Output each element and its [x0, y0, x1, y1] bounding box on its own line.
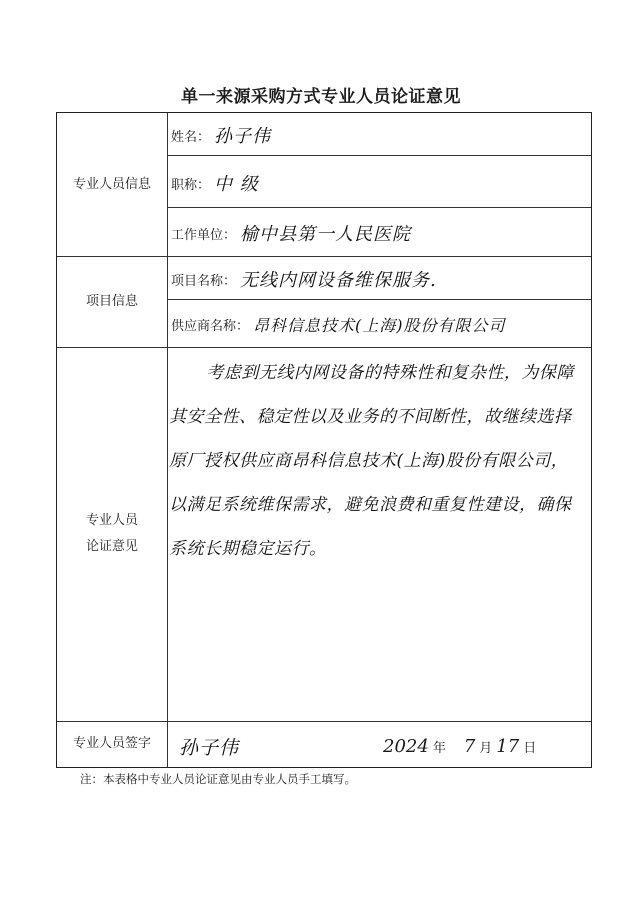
name-value: 孙子伟: [214, 126, 272, 147]
supplier-label: 供应商名称：: [171, 318, 250, 334]
row-divider: [167, 207, 591, 208]
employer-field: [171, 213, 411, 253]
date-year-label: 年: [432, 740, 446, 756]
name-label: 姓名：: [171, 129, 211, 145]
handwritten-signature: 孙子伟: [179, 736, 240, 759]
project-name-value: 无线内网设备维保服务.: [240, 270, 437, 291]
date-day-label: 日: [523, 740, 537, 756]
row-divider: [167, 299, 591, 300]
project-name-field: [171, 260, 437, 298]
date-year: 2024: [383, 735, 429, 757]
title-field: [171, 163, 259, 203]
supplier-value: 昂科信息技术(上海)股份有限公司: [253, 315, 506, 335]
opinion-category: 专业人员 论证意见: [85, 513, 138, 554]
name-field: [171, 117, 271, 153]
signature-name-row: [175, 725, 239, 767]
supplier-field: [171, 303, 506, 345]
signature-date: [383, 725, 540, 767]
signature-category: 专业人员签字: [72, 736, 151, 751]
footnote: 注：本表格中专业人员论证意见由专业人员手工填写。: [80, 772, 356, 786]
date-month: 7: [463, 735, 476, 757]
form-title: 单一来源采购方式专业人员论证意见: [181, 87, 461, 107]
project-name-label: 项目名称：: [171, 273, 237, 289]
form-table: [56, 112, 592, 768]
employer-value: 榆中县第一人民医院: [240, 224, 412, 245]
expert-info-category: 专业人员信息: [72, 176, 151, 192]
project-info-category: 项目信息: [85, 293, 138, 309]
title-value: 中 级: [214, 174, 259, 195]
column-divider: [167, 113, 168, 767]
opinion-text: 考虑到无线内网设备的特殊性和复杂性，为保障其安全性、稳定性以及业务的不间断性，故继续选择原厂授权供应商昂科信息技术(上海)股份有限公司，以满足系统维保需求，避免浪费和重复性建设，确保系统长期稳定运行。: [169, 363, 574, 559]
date-month-label: 月: [479, 740, 493, 756]
title-label: 职称：: [171, 177, 211, 193]
row-divider: [167, 155, 591, 156]
date-day: 17: [496, 735, 520, 757]
employer-label: 工作单位：: [171, 227, 237, 243]
